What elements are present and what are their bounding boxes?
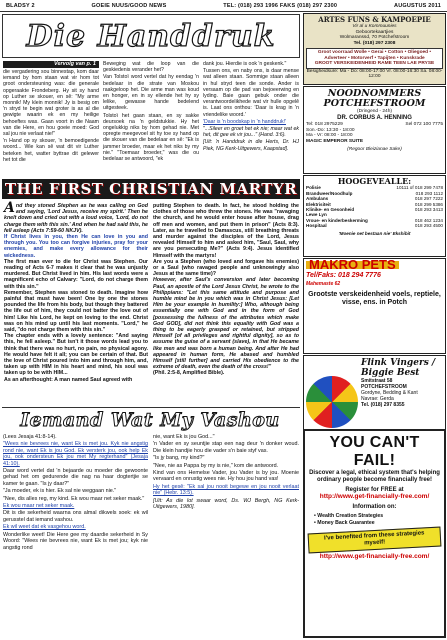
ad-row-key: Elektrisiteit bbox=[306, 201, 331, 207]
ad-noodnommers bbox=[303, 86, 446, 174]
ad-row-value: 018 293 1112 bbox=[415, 190, 443, 196]
ad-line: MAGIC EMPEROR SUITE bbox=[306, 138, 364, 144]
ad-subtitle: (Dringend - 24h) bbox=[357, 109, 392, 114]
paragraph: dank jou. Hierdie is ook 'n geskenk." bbox=[203, 61, 287, 67]
ad-makro-pets bbox=[303, 258, 446, 354]
starburst-text: I've benefited from these strategies myself! bbox=[308, 527, 442, 554]
ad-title: ARTES FUNS & KAMPOEPIE bbox=[318, 15, 431, 24]
ad-box bbox=[306, 48, 443, 69]
continued-label: Vervolg van p. 1 bbox=[3, 61, 99, 68]
article-banner bbox=[2, 179, 300, 199]
citation: (Phil. 2:5-8, Amplified Bible). bbox=[153, 370, 225, 377]
paragraph: 'n Hand op sy skouer, 'n bemoedigende woord... Wie kan sê wat dit vir Luther beteken het, watter byttrae dit gelewer het tot die bbox=[3, 138, 99, 163]
ad-tagline: Grootste verskeidenheid voels, reptiele, visse, ens. in Potch bbox=[308, 291, 441, 306]
paragraph: "...Sileer en groet het ek nie; maar wat ek het, dit gee ek vir jou..." (Hand. 3:6). bbox=[203, 126, 299, 139]
ad-address: Mahemaste 62 bbox=[306, 281, 341, 287]
ad-row-value: Sel 072 100 7775 bbox=[405, 122, 443, 128]
ad-subtitle: Discover a legal, ethical system that's helping ordinary people become financially free! bbox=[309, 470, 440, 483]
paragraph: Daar word vertel dat 'n bejaarde ou moeder die gewoonte gehad het om gedurende die nag na haar dogtertjie se kamer te gaan. "Is jy daar?" bbox=[3, 468, 148, 487]
ad-phone: Tel/Faks: 018 294 7776 bbox=[306, 272, 381, 279]
story-column-1 bbox=[3, 61, 99, 164]
ad-row-value: 018 293 4500 bbox=[414, 223, 443, 229]
article-title: THE FIRST CHRISTIAN MARTYR bbox=[4, 180, 298, 198]
ad-link[interactable]: http://www.get-financially-free.com/ bbox=[319, 553, 430, 561]
paragraph: Tolstoï het gaan staan, en sy sakke deursoek na 'n geldstukkie. Hy het ongelukkig niks by hom gehad nie. Met opregte meegevoel sit hy toe sy hand op die skouer van die bedelaar en sê: "Ek is jammer broeder, maar ek het niks by my nie." "Toemaar broeder," was die ou bedelaar se antwoord, "ek bbox=[103, 112, 199, 163]
paragraph: "Is jy bang, my kind?" bbox=[153, 455, 205, 462]
issue-date: AUGUSTUS 2011 bbox=[394, 2, 441, 9]
paragraph: Van Tolstoï word vertel dat hy eendag 'n bedelaar in die strate van Moskou raakgeloop het. Die arme man was koud en honger, en in sy ellende het hy sy lelike, gewasse hande bedelend uitgesteek. bbox=[103, 74, 199, 112]
paragraph: "Nee, dis alles reg, my kind. Ek wou maar net seker maak." bbox=[3, 495, 145, 502]
ad-box-text: GROOT VERSKEIDENHEID RAME TEEN LAE PRYSE bbox=[314, 61, 435, 66]
ad-line: Gordyne, Bedding & Kant bbox=[361, 390, 418, 396]
ad-title: MAKRO PETS bbox=[306, 261, 399, 269]
ad-phone: Tel. (018) 297 2308 bbox=[353, 40, 396, 46]
paragraph: If Christ lives in you, then He can love in you and through you. You too can forgive injuries, pray for your enemies, and make every allowance for their wickedness. bbox=[4, 234, 148, 259]
paragraph: The first man ever to die for Christ was Stephen. Our reading of Acts 6-7 makes it clear that he was unjustly murdered. But Christ lived in him. His last words were a magnificent echo of Calvary: "Lord, do not charge them with this sin." bbox=[4, 258, 148, 290]
ad-line: Son.-Do: 13:30 - 18:00 bbox=[306, 127, 355, 133]
ad-list-item: • Wealth Creation Strategies bbox=[314, 513, 384, 520]
ad-row-key: Hospitaal bbox=[306, 223, 327, 229]
ad-hours: Besigheidsure: Ma - Do: 08:00-17:00 Vr. 08:00-16:30 Sa. 08:00-12:00 bbox=[306, 68, 443, 79]
ad-row-value: 018 299 5386 bbox=[414, 201, 443, 207]
ad-line: POTCHEFSTROOM bbox=[361, 384, 407, 390]
ad-subtitle: Vir al u Kommuunies bbox=[352, 24, 397, 29]
ad-list-item-text: Money Back Guarantee bbox=[317, 519, 375, 526]
masthead bbox=[2, 14, 300, 58]
paragraph: As an afterthought: A man named Saul agreed with bbox=[4, 376, 133, 383]
paragraph: The chapter ends with a lovely sentence: "And saying this, he fell asleep." But isn't it those words lead you to think that there was no hurt, no pain, no physical agony. He would have felt it all; you can be certain of that. But the love of Christ poured into him and through him, and, taken up with HIM in his heart and mind, his soul was taken up to be with HIM... bbox=[4, 333, 148, 377]
starburst bbox=[308, 530, 441, 550]
ad-row-key: Klinike- en Gesonheid bbox=[306, 207, 355, 213]
doctor-name: DR. CORBUS A. HENNING bbox=[337, 114, 412, 121]
ad-row-value: 018 462 1234 bbox=[414, 217, 443, 223]
ad-footer: (Regoor Bleizianae Sake) bbox=[347, 146, 402, 152]
ad-row-key: Ambulans bbox=[306, 196, 329, 202]
ad-you-cant-fail bbox=[303, 429, 446, 638]
devotional-column-1 bbox=[3, 434, 148, 552]
ad-row-key: Tel: 018 2975229 bbox=[306, 122, 343, 128]
ad-row-key: Polisie bbox=[306, 185, 321, 191]
publication-name: GOEIE NUUS/GOOD NEWS bbox=[91, 2, 167, 9]
ad-row-value: 018 297 7222 bbox=[414, 196, 443, 202]
paragraph: Tussen ons, en naby ons, is daar mense wat alleen staan. Sommige staan alleen in hul stryd teen die sonde. Ander is versaam op die pad van bejoeerwing en lyding. Baie gaan gebuk onder die verantwoordelikhede wat vir hulle opgelê is. Laat ons onthou: 'Daar is krag in 'n vriendelike woord.' bbox=[203, 68, 299, 118]
ad-text bbox=[358, 358, 443, 440]
page-header bbox=[0, 0, 447, 12]
section-title bbox=[0, 408, 300, 432]
paragraph: Are you a Stephen (who loved and forgave his enemies) or a Saul (who ravaged people and unknowingly also Jesus at the same time)? bbox=[153, 258, 299, 278]
ad-line: Smitstraat 58 bbox=[361, 378, 393, 384]
ads-column bbox=[303, 13, 446, 443]
paragraph: Ek wou maar net seker maak. bbox=[3, 503, 75, 510]
paragraph: "Nee, nie as Pappa by my is nie," kom die antwoord. bbox=[153, 462, 279, 469]
article-column-1 bbox=[4, 200, 148, 383]
ad-line: Wolmaranssd, 70 Potchefstroom bbox=[339, 35, 410, 40]
ad-row-value: 10111 of 018 299 7478 bbox=[396, 185, 443, 191]
paragraph: nie, want Ek is jou God..." bbox=[153, 434, 215, 440]
ad-row-key: Vroue- en kinderbeskerming bbox=[306, 217, 368, 223]
drop-cap: A bbox=[4, 200, 15, 216]
article-column-2 bbox=[153, 203, 299, 377]
ad-phone: Tel. (018) 297 8355 bbox=[361, 402, 405, 408]
paragraph: Ek wil weet dat ek vasgehou word. bbox=[3, 524, 86, 531]
ad-box-text: Groot voorraad Wolle • Gerai • Cotton • Oliegoed • Adverteer • Motorverf • Tapijten • Kunskrade bbox=[317, 50, 432, 61]
page-number: BLADSY 2 bbox=[6, 2, 35, 9]
contact-line: TEL: (018) 293 1996 FAKS (018) 297 2300 bbox=[223, 2, 338, 9]
masthead-title: Die Handdruk bbox=[26, 18, 276, 54]
ad-title: NOODNOMMERS POTCHEFSTROOM bbox=[323, 88, 426, 109]
ad-link[interactable]: http://www.get-financially-free.com/ bbox=[319, 493, 430, 501]
ad-line: Navrae: Gerda bbox=[361, 396, 394, 402]
paragraph: 'n Vader en sy seuntjie stap een nag deur 'n donker woud. Die klein handjie hou die vader s'n baie styf vas. bbox=[153, 441, 299, 454]
paragraph: nd they stoned Stephen as he was calling on God and saying, 'Lord Jesus, receive my spirit.' Then he knelt down and cried out with a loud voice, 'Lord, do not charge them with this sin.' And when he had said this, he fell asleep (Acts 7:59-60 NKJV). bbox=[4, 203, 148, 234]
ad-hoogeveld bbox=[303, 175, 446, 257]
source-citation: [Uit: 'n Handdruk in die Herts, Dr. HJ Piek, NG Kerk-Uitgewers, Kaapstad]. bbox=[203, 139, 299, 152]
paragraph: Beweging wat die loop van die geskiedenis verander het? bbox=[103, 61, 199, 74]
ad-title: HOOGEVEALLE: bbox=[337, 176, 412, 186]
source-citation: [Uit: As die lot swaar word, Ds. WJ Bergh, NG Kerk-Uitgewers, 1980]. bbox=[153, 497, 299, 511]
ad-row-key: Lewe Lyn bbox=[306, 212, 327, 218]
ad-footer: 'Moenie net bestaan nie' Ekshibit bbox=[338, 230, 411, 236]
paragraph: Wonderlike weet! Die Here gee my daardie sekerheid in Sy Woord: "Wees nie bevrees nie, want Ek is met jou; kyk nie angstig rond bbox=[3, 531, 148, 551]
ad-title: Flink Vingers / Biggie Best bbox=[361, 358, 436, 378]
color-wheel-logo bbox=[306, 376, 358, 428]
devotional-column-2 bbox=[153, 434, 299, 511]
paragraph: Kind van ons Hemelse Vader, jou Vader is by jou. Moenie vervaard en onrustig wees nie. Hy hou jou hand vas! bbox=[153, 470, 299, 483]
paragraph: (Lees Jesaja 41:8-14). bbox=[3, 434, 57, 440]
ad-list bbox=[314, 513, 441, 526]
ad-list-item: • Money Back Guarantee bbox=[314, 519, 375, 526]
ad-list-item-text: Wealth Creation Strategies bbox=[317, 513, 384, 520]
paragraph: 'Daar is 'n boodskap in 'n handdruk!' bbox=[203, 118, 286, 125]
paragraph: "Wees nie bevrees nie, want Ek is met jou. Kyk nie angstig rond nie, want Ek is jou God. Ek versterk jou, ook help Ek jou, ook ondersteun Ek jou met My regterhand" (Jesaja 41:10). bbox=[3, 441, 148, 467]
ad-row bbox=[306, 223, 443, 228]
story-column-2 bbox=[103, 61, 199, 163]
ad-line: Geboortekaartjies bbox=[355, 29, 394, 35]
paragraph: However, after Saul's conversion and later becoming Paul, an apostle of the Lord Jesus Christ, he wrote to the Philippians: "Let this same attitude and purpose and humble mind be in you which was in Christ Jesus: [Let Him be your example in humility:] Who, although being essentially one with God and in the form of God [possessing the fullness of the attributes which make God GOD], did not think this equality with God was a thing to be eagerly grasped or retained, but stripped Himself [of all privileges and rightful dignity], so as to assume the guise of a servant (slave), in that He became like men and was born a human being. And after He had appeared in human form, He abased and humbled Himself [still further] and carried His obedience to the extreme of death, even the death of the cross!" bbox=[153, 277, 299, 371]
ad-register-text: Register for FREE at bbox=[345, 487, 404, 493]
ad-line: Ma - Vr: 08:00 - 18:00 bbox=[306, 133, 353, 139]
ad-row-key: Brandweer/Noodhulp bbox=[306, 190, 353, 196]
paragraph: putting Stephen to death. In fact, he stood holding the clothes of those who threw the stones. He was "ravaging the church, and he would enter house after house, drag off men and women, and put them in prison" (Acts 8:3). Later, as he travelled to Damascus, still breathing threats and murder against the disciples of the Lord, Jesus revealed Himself to him and asked him, "Saul, Saul, why are you persecuting Me?" (Acts 9:4). Jesus identified Himself with the martyrs! bbox=[153, 203, 299, 259]
ad-title: YOU CAN'T FAIL! bbox=[329, 434, 420, 469]
story-column-3 bbox=[203, 61, 299, 153]
paragraph: Hy het gesê: "Ek sal jou nooit begewe en jou nooit verlaat nie" (Hebr. 13:5). bbox=[153, 483, 299, 497]
paragraph: die vergadering sou binnestap, kom daar iemand by hom staan wat vir hom tot groot ondersteuning was: die generale opgeraakte Frondeberg. Hy sit sy hand op Luther se skouer, en sê: "My arme monnik! My klein monnik! Jy is besig om 'n stryd te begin wat groter is as al die gewigte waarin ek en my heilige behoeftes was. Gaan voort in die Naam van die Here, en hou goeie moed: God sal jou nie verlaat nie!" bbox=[3, 69, 99, 138]
ad-info-label: Information on: bbox=[352, 503, 397, 510]
paragraph: Remember, Stephen was stoned to death. Imagine how painful that must have been! One by one the stones pounded the life from his body, but though they battered the life out of him, they could not batter the love out of him! Like his Lord, he kept on loving to the end. Christ was on his mind up until his last moments. "Lord," he said, "do not charge them with this sin." bbox=[4, 289, 148, 334]
paragraph: "Ja moeder, ek is hier. Ek sal nie weggaan nie." bbox=[3, 488, 117, 495]
ad-artes-funs bbox=[303, 13, 446, 85]
section-title-text: Iemand Wat My Vashou bbox=[20, 409, 280, 431]
paragraph: Dit is die sekerheid waarna ons almal dikwels soek: ek wil gerusstel dat iemand vashou. bbox=[3, 510, 148, 523]
ad-row-value: 018 293 3413 bbox=[414, 207, 443, 213]
